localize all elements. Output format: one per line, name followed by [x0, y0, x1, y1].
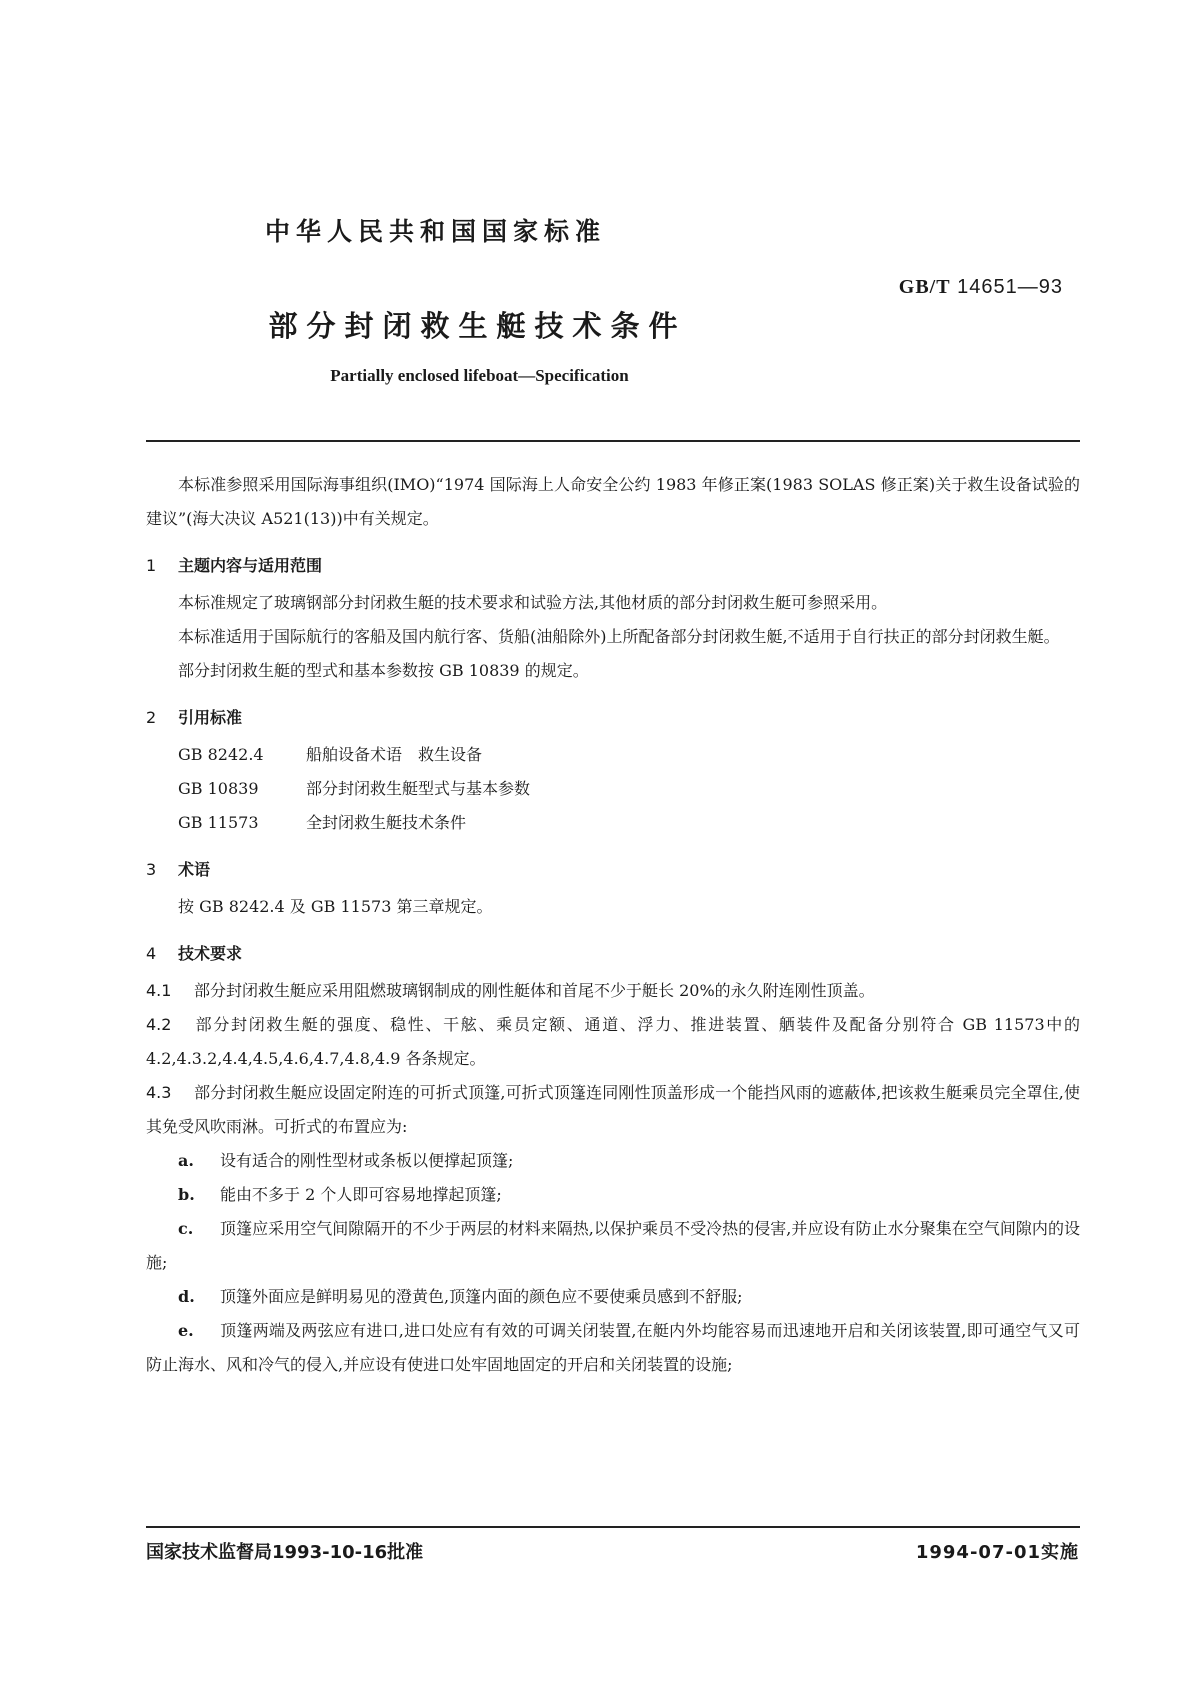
reference-name: 全封闭救生艇技术条件 [306, 813, 467, 832]
intro-paragraph: 本标准参照采用国际海事组织(IMO)“1974 国际海上人命安全公约 1983 年修正案(1983 SOLAS 修正案)关于救生设备试验的建议”(海大决议 A521(13))中有关规定。 [146, 475, 1080, 528]
section-number: 2 [146, 708, 157, 727]
list-item [146, 1144, 1080, 1178]
reference-item [178, 806, 1080, 840]
document-body [146, 468, 1080, 1382]
implementation-date: 1994-07-01实施 [915, 1542, 1079, 1563]
item-text: 顶篷两端及两弦应有进口,进口处应有有效的可调关闭装置,在艇内外均能容易而迅速地开启和关闭该装置,即可通空气又可防止海水、风和冷气的侵入,并应设有使进口处牢固地固定的开启和关闭装置的设施; [146, 1321, 1080, 1374]
section-1-paragraph-3: 部分封闭救生艇的型式和基本参数按 GB 10839 的规定。 [178, 661, 589, 680]
reference-item [178, 772, 1080, 806]
reference-name: 船舶设备术语 救生设备 [306, 745, 483, 764]
section-number: 4 [146, 944, 157, 963]
list-item [146, 1280, 1080, 1314]
item-text: 顶篷外面应是鲜明易见的澄黄色,顶篷内面的颜色应不要使乘员感到不舒服; [220, 1287, 743, 1306]
standard-number: 14651—93 [957, 276, 1063, 298]
section-1-paragraph-2: 本标准适用于国际航行的客船及国内航行客、货船(油船除外)上所配备部分封闭救生艇,不适用于自行扶正的部分封闭救生艇。 [178, 627, 1060, 646]
standard-prefix: GB/T [898, 276, 951, 298]
reference-code: GB 11573 [178, 813, 259, 832]
clause-text: 部分封闭救生艇应设固定附连的可折式顶篷,可折式顶篷连同刚性顶盖形成一个能挡风雨的遮蔽体,把该救生艇乘员完全罩住,使其免受风吹雨淋。可折式的布置应为: [146, 1083, 1080, 1136]
item-text: 顶篷应采用空气间隙隔开的不少于两层的材料来隔热,以保护乘员不受冷热的侵害,并应设有防止水分聚集在空气间隙内的设施; [146, 1219, 1080, 1272]
section-title: 引用标准 [178, 708, 243, 727]
reference-code: GB 10839 [178, 779, 259, 798]
section-3-heading [146, 854, 1080, 886]
item-label: b. [178, 1185, 195, 1204]
clause-number: 4.3 [146, 1083, 172, 1102]
section-number: 3 [146, 860, 157, 879]
list-item [146, 1212, 1080, 1280]
reference-list [178, 738, 1080, 840]
section-1-paragraph-1: 本标准规定了玻璃钢部分封闭救生艇的技术要求和试验方法,其他材质的部分封闭救生艇可参照采用。 [178, 593, 888, 612]
section-title: 术语 [178, 860, 211, 879]
clause-number: 4.1 [146, 981, 172, 1000]
list-item [146, 1314, 1080, 1382]
clause-4-3 [146, 1076, 1080, 1144]
item-label: e. [178, 1321, 194, 1340]
reference-item [178, 738, 1080, 772]
national-standard-heading: 中华人民共和国国家标准 [264, 217, 606, 246]
clause-4-2 [146, 1008, 1080, 1076]
standard-code [899, 276, 1063, 299]
reference-code: GB 8242.4 [178, 745, 264, 764]
clause-text: 部分封闭救生艇应采用阻燃玻璃钢制成的刚性艇体和首尾不少于艇长 20%的永久附连刚性顶盖。 [194, 981, 875, 1000]
clause-text: 部分封闭救生艇的强度、稳性、干舷、乘员定额、通道、浮力、推进装置、舾装件及配备分别符合 GB 11573中的 4.2,4.3.2,4.4,4.5,4.6,4.7,4.8,4.9 各条规定。 [146, 1015, 1080, 1068]
section-2-heading [146, 702, 1080, 734]
clause-number: 4.2 [146, 1015, 172, 1034]
header-divider [146, 440, 1080, 442]
reference-name: 部分封闭救生艇型式与基本参数 [306, 779, 531, 798]
section-3-paragraph: 按 GB 8242.4 及 GB 11573 第三章规定。 [178, 897, 493, 916]
item-label: c. [178, 1219, 194, 1238]
list-item [146, 1178, 1080, 1212]
item-label: d. [178, 1287, 195, 1306]
approval-note: 国家技术监督局1993-10-16批准 [146, 1542, 424, 1563]
document-title-cn: 部分封闭救生艇技术条件 [268, 309, 687, 343]
item-text: 能由不多于 2 个人即可容易地撑起顶篷; [220, 1185, 502, 1204]
section-title: 技术要求 [178, 944, 243, 963]
item-text: 设有适合的刚性型材或条板以便撑起顶篷; [220, 1151, 514, 1170]
section-1-heading [146, 550, 1080, 582]
document-title-en: Partially enclosed lifeboat—Specification [330, 366, 629, 385]
footer-divider [146, 1526, 1080, 1528]
section-title: 主题内容与适用范围 [178, 556, 323, 575]
section-4-heading [146, 938, 1080, 970]
clause-4-1 [146, 974, 1080, 1008]
item-label: a. [178, 1151, 194, 1170]
section-number: 1 [146, 556, 157, 575]
